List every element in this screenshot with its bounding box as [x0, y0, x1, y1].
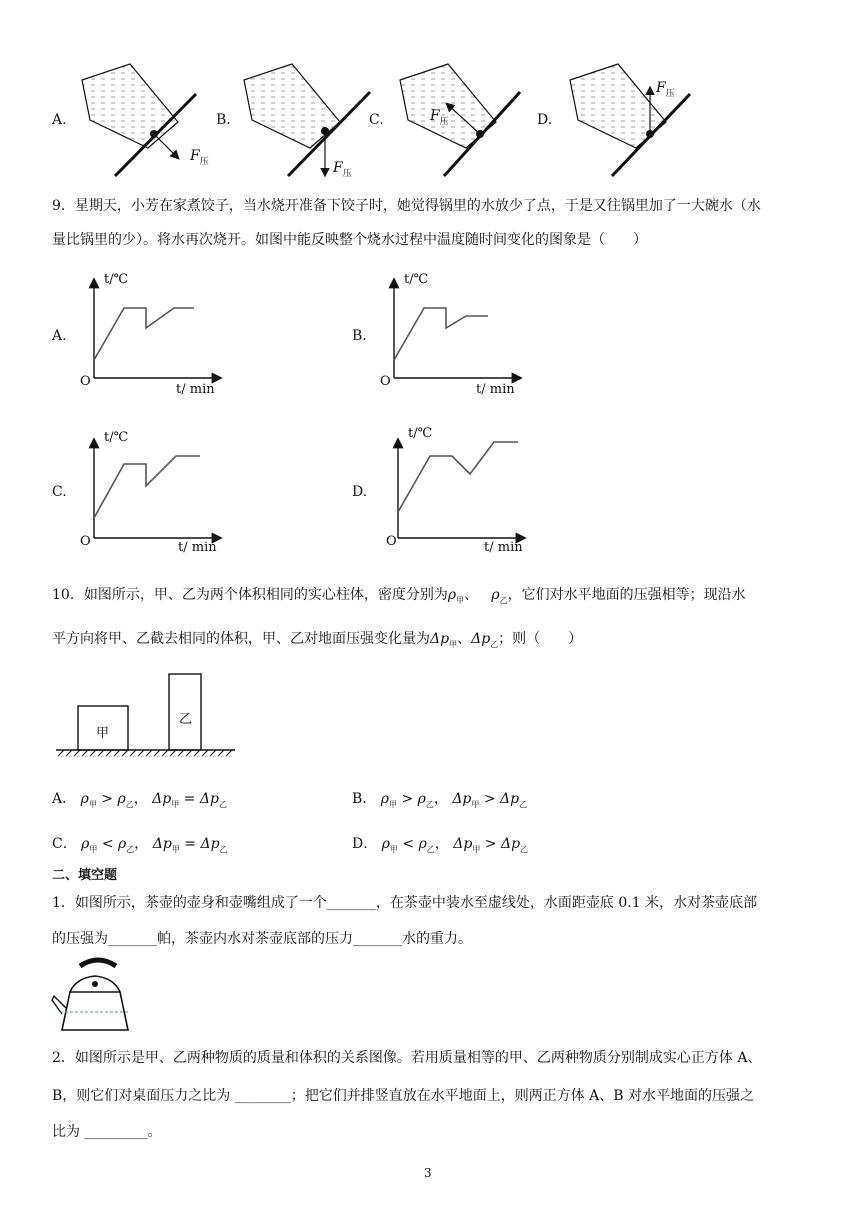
fill1-line2: 的压强为_______帕，茶壶内水对茶壶底部的压力_______水的重力。: [52, 931, 472, 947]
q9-graph-d: [398, 440, 524, 538]
q8-option-b-letter[interactable]: B.: [216, 112, 231, 128]
q9-option-d-letter[interactable]: D.: [352, 484, 368, 500]
q10-option-b[interactable]: B． $\rho_甲 > \rho_乙$， $\Delta p_甲 > \Delta p_乙$: [352, 791, 528, 809]
q9-c-y-axis-label: t/℃: [104, 430, 129, 445]
q9-graph-b: [394, 280, 520, 378]
q9-c-x-axis-label: t/ min: [178, 540, 217, 555]
q9-d-y-axis-label: t/℃: [408, 426, 433, 441]
section-heading: 二、填空题: [52, 868, 118, 883]
q8-option-d-letter[interactable]: D.: [537, 112, 553, 128]
q8-option-a-figure: [82, 64, 196, 176]
q8-a-force-label: $F_压$: [190, 148, 209, 167]
q9-b-y-axis-label: t/℃: [404, 272, 429, 287]
q8-option-c-figure: [400, 64, 520, 176]
fill1-line1: 1．如图所示，茶壶的壶身和壶嘴组成了一个_______，在茶壶中装水至虚线处，水面距壶底 0.1 米，水对茶壶底部: [52, 895, 758, 911]
q10-option-a[interactable]: A． $\rho_甲 > \rho_乙$， $\Delta p_甲 = \Delta p_乙$: [52, 791, 227, 809]
q9-c-origin-label: O: [80, 534, 91, 549]
q9-d-x-axis-label: t/ min: [484, 540, 523, 555]
q10-option-d[interactable]: D． $\rho_甲 < \rho_乙$， $\Delta p_甲 > \Delta p_乙$: [352, 836, 529, 854]
q10-question-line1: 10．如图所示，甲、乙为两个体积相同的实心柱体，密度分别为$\rho_甲$、 $\rho_乙$，它们对水平地面的压强相等；现沿水: [52, 587, 746, 605]
kettle-figure: [50, 956, 140, 1036]
q8-option-c-letter[interactable]: C.: [369, 112, 384, 128]
q10-option-c[interactable]: C． $\rho_甲 < \rho_乙$， $\Delta p_甲 = \Delta p_乙$: [52, 836, 228, 854]
q9-graph-a: [94, 280, 220, 378]
q9-question-line1: 9．星期天，小芳在家煮饺子，当水烧开准备下饺子时，她觉得锅里的水放少了点，于是又往锅里加了一大碗水（水: [52, 198, 761, 214]
fill2-line3: 比为 _________。: [52, 1124, 162, 1140]
q9-graphs: [0, 260, 860, 560]
q9-a-origin-label: O: [80, 374, 91, 389]
fill2-line2: B，则它们对桌面压力之比为 ________；把它们并排竖直放在水平地面上，则两正方体 A、B 对水平地面的压强之: [52, 1088, 755, 1104]
q8-option-a-letter[interactable]: A.: [52, 112, 67, 128]
q9-graph-c: [94, 440, 220, 538]
q9-a-y-axis-label: t/℃: [104, 272, 129, 287]
q9-option-a-letter[interactable]: A.: [52, 328, 67, 344]
q8-b-force-label: $F_压$: [333, 160, 352, 179]
q9-a-x-axis-label: t/ min: [176, 382, 215, 397]
fill2-line1: 2．如图所示是甲、乙两种物质的质量和体积的关系图像。若用质量相等的甲、乙两种物质分别制成实心正方体 A、: [52, 1050, 762, 1066]
q8-c-force-label: $F_压$: [430, 108, 449, 127]
q10-block-yi-label: 乙: [179, 712, 193, 727]
page-number: 3: [424, 1166, 432, 1180]
q10-question-line2: 平方向将甲、乙截去相同的体积，甲、乙对地面压强变化量为$\Delta p_甲$、$\Delta p_乙$；则（ ）: [52, 631, 583, 649]
q9-option-c-letter[interactable]: C.: [52, 484, 67, 500]
q10-figure: [50, 668, 250, 768]
q10-block-jia-label: 甲: [96, 726, 110, 741]
q9-b-origin-label: O: [380, 374, 391, 389]
q9-d-origin-label: O: [386, 534, 397, 549]
q8-d-force-label: $F_压$: [656, 80, 675, 99]
q9-option-b-letter[interactable]: B.: [352, 328, 367, 344]
q9-question-line2: 量比锅里的少）。将水再次烧开。如图中能反映整个烧水过程中温度随时间变化的图象是（ ）: [52, 232, 647, 248]
q9-b-x-axis-label: t/ min: [476, 382, 515, 397]
